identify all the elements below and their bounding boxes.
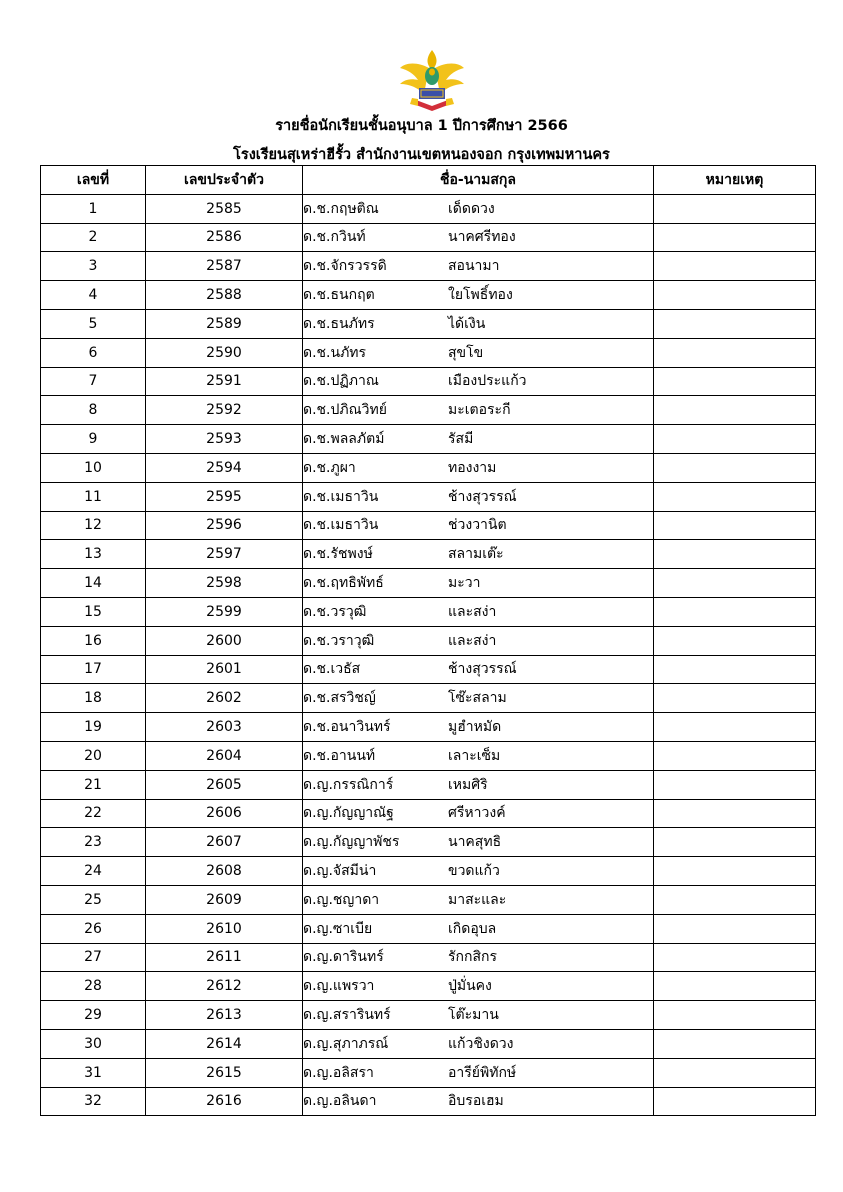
row-last-name: ช่วงวานิต bbox=[448, 517, 507, 534]
row-remarks bbox=[654, 338, 816, 367]
row-student-id: 2603 bbox=[146, 713, 303, 742]
table-row bbox=[41, 972, 816, 1001]
table-row bbox=[41, 1001, 816, 1030]
row-first-name: ด.ช.สรวิชญ์ bbox=[303, 690, 376, 707]
row-number: 2 bbox=[41, 223, 146, 252]
row-student-id: 2596 bbox=[146, 511, 303, 540]
row-remarks bbox=[654, 713, 816, 742]
row-remarks bbox=[654, 1087, 816, 1116]
row-first-name: ด.ช.กฤษติณ bbox=[303, 200, 379, 217]
row-remarks bbox=[654, 223, 816, 252]
table-row bbox=[41, 309, 816, 338]
row-remarks bbox=[654, 396, 816, 425]
table-row bbox=[41, 540, 816, 569]
row-number: 17 bbox=[41, 655, 146, 684]
row-first-name: ด.ญ.กัญญาพัชร bbox=[303, 834, 400, 851]
page-title: รายชื่อนักเรียนชั้นอนุบาล 1 ปีการศึกษา 2566 bbox=[275, 118, 568, 134]
row-number: 23 bbox=[41, 828, 146, 857]
row-remarks bbox=[654, 857, 816, 886]
row-last-name: อารีย์พิทักษ์ bbox=[448, 1064, 517, 1081]
row-remarks bbox=[654, 770, 816, 799]
row-first-name: ด.ช.วรวุฒิ bbox=[303, 603, 367, 620]
row-full-name bbox=[303, 655, 654, 684]
row-last-name: ทองงาม bbox=[448, 459, 497, 476]
row-first-name: ด.ญ.ดารินทร์ bbox=[303, 949, 384, 966]
row-first-name: ด.ช.กวินท์ bbox=[303, 229, 366, 246]
table-row bbox=[41, 857, 816, 886]
row-full-name bbox=[303, 309, 654, 338]
row-number: 24 bbox=[41, 857, 146, 886]
table-body bbox=[41, 194, 816, 1116]
row-student-id: 2616 bbox=[146, 1087, 303, 1116]
row-full-name bbox=[303, 281, 654, 310]
row-student-id: 2600 bbox=[146, 626, 303, 655]
row-remarks bbox=[654, 741, 816, 770]
row-student-id: 2586 bbox=[146, 223, 303, 252]
row-student-id: 2592 bbox=[146, 396, 303, 425]
table-row bbox=[41, 194, 816, 223]
row-first-name: ด.ช.วราวุฒิ bbox=[303, 632, 375, 649]
row-first-name: ด.ญ.อลิสรา bbox=[303, 1064, 374, 1081]
row-full-name bbox=[303, 1058, 654, 1087]
row-full-name bbox=[303, 511, 654, 540]
row-last-name: ขวดแก้ว bbox=[448, 863, 500, 880]
row-last-name: นาคศรีทอง bbox=[448, 229, 516, 246]
row-student-id: 2587 bbox=[146, 252, 303, 281]
row-first-name: ด.ช.ธนกฤต bbox=[303, 287, 375, 304]
row-student-id: 2613 bbox=[146, 1001, 303, 1030]
row-remarks bbox=[654, 799, 816, 828]
row-remarks bbox=[654, 828, 816, 857]
row-student-id: 2588 bbox=[146, 281, 303, 310]
row-last-name: โซ๊ะสลาม bbox=[448, 690, 507, 707]
table-header-row bbox=[41, 166, 816, 195]
row-number: 16 bbox=[41, 626, 146, 655]
row-number: 27 bbox=[41, 943, 146, 972]
row-full-name bbox=[303, 338, 654, 367]
row-student-id: 2590 bbox=[146, 338, 303, 367]
row-last-name: ใยโพธิ์ทอง bbox=[448, 287, 513, 304]
row-last-name: สุขโข bbox=[448, 344, 484, 361]
row-student-id: 2614 bbox=[146, 1029, 303, 1058]
row-first-name: ด.ญ.กรรณิการ์ bbox=[303, 776, 394, 793]
row-remarks bbox=[654, 569, 816, 598]
row-number: 9 bbox=[41, 425, 146, 454]
row-number: 18 bbox=[41, 684, 146, 713]
row-full-name bbox=[303, 1029, 654, 1058]
table-row bbox=[41, 713, 816, 742]
row-number: 32 bbox=[41, 1087, 146, 1116]
row-student-id: 2612 bbox=[146, 972, 303, 1001]
row-student-id: 2589 bbox=[146, 309, 303, 338]
row-last-name: มาสะและ bbox=[448, 891, 507, 908]
row-first-name: ด.ญ.อลินดา bbox=[303, 1093, 377, 1110]
row-number: 1 bbox=[41, 194, 146, 223]
row-number: 4 bbox=[41, 281, 146, 310]
row-student-id: 2598 bbox=[146, 569, 303, 598]
row-last-name: ช้างสุวรรณ์ bbox=[448, 661, 517, 678]
row-first-name: ด.ช.อนาวินทร์ bbox=[303, 719, 391, 736]
school-emblem-icon bbox=[396, 48, 468, 120]
row-remarks bbox=[654, 194, 816, 223]
row-first-name: ด.ญ.ซาเบีย bbox=[303, 920, 373, 937]
row-full-name bbox=[303, 713, 654, 742]
row-remarks bbox=[654, 511, 816, 540]
row-last-name: เมืองประแก้ว bbox=[448, 373, 527, 390]
table-row bbox=[41, 684, 816, 713]
table-row bbox=[41, 367, 816, 396]
row-last-name: มะวา bbox=[448, 575, 481, 592]
column-header-student-id: เลขประจำตัว bbox=[146, 166, 303, 195]
row-student-id: 2585 bbox=[146, 194, 303, 223]
row-number: 30 bbox=[41, 1029, 146, 1058]
page-subtitle: โรงเรียนสุเหร่าฮีรั้ว สำนักงานเขตหนองจอก กรุงเทพมหานคร bbox=[233, 147, 610, 163]
row-student-id: 2591 bbox=[146, 367, 303, 396]
row-remarks bbox=[654, 281, 816, 310]
row-first-name: ด.ช.ปภิณวิทย์ bbox=[303, 402, 387, 419]
table-row bbox=[41, 425, 816, 454]
row-student-id: 2595 bbox=[146, 482, 303, 511]
row-number: 5 bbox=[41, 309, 146, 338]
row-number: 11 bbox=[41, 482, 146, 511]
row-full-name bbox=[303, 857, 654, 886]
row-remarks bbox=[654, 914, 816, 943]
row-first-name: ด.ช.ฤทธิพัทธ์ bbox=[303, 575, 384, 592]
row-last-name: อิบรอเฮม bbox=[448, 1093, 504, 1110]
row-student-id: 2608 bbox=[146, 857, 303, 886]
row-remarks bbox=[654, 626, 816, 655]
row-student-id: 2605 bbox=[146, 770, 303, 799]
row-full-name bbox=[303, 828, 654, 857]
row-remarks bbox=[654, 684, 816, 713]
row-first-name: ด.ช.ภูผา bbox=[303, 459, 356, 476]
table-row bbox=[41, 569, 816, 598]
row-full-name bbox=[303, 684, 654, 713]
row-full-name bbox=[303, 194, 654, 223]
row-remarks bbox=[654, 252, 816, 281]
row-first-name: ด.ญ.ชญาดา bbox=[303, 891, 380, 908]
row-last-name: รักกสิกร bbox=[448, 949, 498, 966]
table-row bbox=[41, 511, 816, 540]
row-number: 15 bbox=[41, 597, 146, 626]
row-number: 12 bbox=[41, 511, 146, 540]
row-full-name bbox=[303, 770, 654, 799]
row-number: 20 bbox=[41, 741, 146, 770]
row-remarks bbox=[654, 1058, 816, 1087]
row-full-name bbox=[303, 972, 654, 1001]
row-first-name: ด.ญ.กัญญาณัฐ bbox=[303, 805, 394, 822]
row-first-name: ด.ช.เมธาวิน bbox=[303, 488, 379, 505]
table-row bbox=[41, 885, 816, 914]
row-full-name bbox=[303, 741, 654, 770]
row-number: 21 bbox=[41, 770, 146, 799]
table-row bbox=[41, 943, 816, 972]
column-header-number: เลขที่ bbox=[41, 166, 146, 195]
table-row bbox=[41, 252, 816, 281]
row-number: 8 bbox=[41, 396, 146, 425]
row-remarks bbox=[654, 885, 816, 914]
table-row bbox=[41, 741, 816, 770]
row-student-id: 2597 bbox=[146, 540, 303, 569]
column-header-remarks: หมายเหตุ bbox=[654, 166, 816, 195]
row-first-name: ด.ช.พลลภัตม์ bbox=[303, 431, 385, 448]
row-last-name: ได้เงิน bbox=[448, 315, 486, 332]
row-student-id: 2604 bbox=[146, 741, 303, 770]
column-header-full-name: ชื่อ-นามสกุล bbox=[303, 166, 654, 195]
table-row bbox=[41, 1087, 816, 1116]
row-number: 14 bbox=[41, 569, 146, 598]
row-remarks bbox=[654, 655, 816, 684]
row-first-name: ด.ญ.สรารินทร์ bbox=[303, 1007, 391, 1023]
row-full-name bbox=[303, 1001, 654, 1030]
row-full-name bbox=[303, 943, 654, 972]
row-last-name: เลาะเซ็ม bbox=[448, 747, 501, 764]
table-row bbox=[41, 482, 816, 511]
row-last-name: สลามเต๊ะ bbox=[448, 546, 504, 563]
student-roster-table bbox=[40, 165, 816, 1116]
row-full-name bbox=[303, 799, 654, 828]
row-student-id: 2610 bbox=[146, 914, 303, 943]
row-remarks bbox=[654, 453, 816, 482]
row-last-name: เด็ดดวง bbox=[448, 200, 495, 217]
row-student-id: 2599 bbox=[146, 597, 303, 626]
row-student-id: 2607 bbox=[146, 828, 303, 857]
table-row bbox=[41, 281, 816, 310]
table-row bbox=[41, 453, 816, 482]
row-last-name: และสง่า bbox=[448, 603, 497, 620]
row-full-name bbox=[303, 569, 654, 598]
row-first-name: ด.ช.เมธาวิน bbox=[303, 517, 379, 534]
row-remarks bbox=[654, 1029, 816, 1058]
row-remarks bbox=[654, 482, 816, 511]
row-last-name: และสง่า bbox=[448, 632, 497, 649]
row-last-name: มะเตอระกี bbox=[448, 402, 511, 419]
row-first-name: ด.ญ.จัสมีน่า bbox=[303, 863, 377, 880]
row-full-name bbox=[303, 885, 654, 914]
row-student-id: 2594 bbox=[146, 453, 303, 482]
row-first-name: ด.ช.อานนท์ bbox=[303, 747, 376, 764]
row-full-name bbox=[303, 482, 654, 511]
row-last-name: โต๊ะมาน bbox=[448, 1007, 499, 1023]
table-row bbox=[41, 1029, 816, 1058]
row-full-name bbox=[303, 914, 654, 943]
row-number: 3 bbox=[41, 252, 146, 281]
table-row bbox=[41, 770, 816, 799]
table-row bbox=[41, 1058, 816, 1087]
row-last-name: สอนามา bbox=[448, 258, 500, 275]
table-row bbox=[41, 655, 816, 684]
row-first-name: ด.ช.ปฏิภาณ bbox=[303, 373, 379, 390]
row-student-id: 2606 bbox=[146, 799, 303, 828]
row-last-name: ศรีหาวงค์ bbox=[448, 805, 506, 822]
row-first-name: ด.ช.ธนภัทร bbox=[303, 315, 375, 332]
table-row bbox=[41, 828, 816, 857]
table-row bbox=[41, 914, 816, 943]
row-full-name bbox=[303, 453, 654, 482]
row-student-id: 2609 bbox=[146, 885, 303, 914]
row-full-name bbox=[303, 367, 654, 396]
row-number: 22 bbox=[41, 799, 146, 828]
row-full-name bbox=[303, 1087, 654, 1116]
row-first-name: ด.ช.เวธัส bbox=[303, 661, 361, 678]
row-number: 19 bbox=[41, 713, 146, 742]
row-last-name: แก้วชิงดวง bbox=[448, 1035, 514, 1052]
row-number: 28 bbox=[41, 972, 146, 1001]
row-full-name bbox=[303, 626, 654, 655]
row-student-id: 2615 bbox=[146, 1058, 303, 1087]
row-first-name: ด.ญ.สุภาภรณ์ bbox=[303, 1035, 389, 1052]
table-row bbox=[41, 626, 816, 655]
row-number: 7 bbox=[41, 367, 146, 396]
table-row bbox=[41, 799, 816, 828]
row-student-id: 2602 bbox=[146, 684, 303, 713]
row-first-name: ด.ช.นภัทร bbox=[303, 344, 367, 361]
row-full-name bbox=[303, 540, 654, 569]
row-number: 6 bbox=[41, 338, 146, 367]
row-last-name: ช้างสุวรรณ์ bbox=[448, 488, 517, 505]
table-row bbox=[41, 223, 816, 252]
row-last-name: เกิดอุบล bbox=[448, 920, 497, 937]
row-student-id: 2593 bbox=[146, 425, 303, 454]
row-last-name: เหมศิริ bbox=[448, 776, 488, 793]
row-full-name bbox=[303, 597, 654, 626]
row-number: 29 bbox=[41, 1001, 146, 1030]
row-number: 25 bbox=[41, 885, 146, 914]
row-remarks bbox=[654, 309, 816, 338]
row-first-name: ด.ญ.แพรวา bbox=[303, 978, 375, 995]
row-remarks bbox=[654, 540, 816, 569]
row-full-name bbox=[303, 396, 654, 425]
row-remarks bbox=[654, 367, 816, 396]
row-first-name: ด.ช.จักรวรรดิ bbox=[303, 258, 387, 275]
row-number: 13 bbox=[41, 540, 146, 569]
row-last-name: มูฮำหมัด bbox=[448, 719, 502, 736]
row-number: 31 bbox=[41, 1058, 146, 1087]
row-number: 10 bbox=[41, 453, 146, 482]
table-row bbox=[41, 597, 816, 626]
row-full-name bbox=[303, 425, 654, 454]
row-remarks bbox=[654, 1001, 816, 1030]
row-last-name: รัสมี bbox=[448, 431, 474, 448]
row-last-name: ปู่มั่นคง bbox=[448, 978, 492, 995]
row-student-id: 2601 bbox=[146, 655, 303, 684]
row-remarks bbox=[654, 597, 816, 626]
table-row bbox=[41, 338, 816, 367]
table-row bbox=[41, 396, 816, 425]
row-remarks bbox=[654, 425, 816, 454]
row-full-name bbox=[303, 223, 654, 252]
row-student-id: 2611 bbox=[146, 943, 303, 972]
row-full-name bbox=[303, 252, 654, 281]
row-remarks bbox=[654, 972, 816, 1001]
row-first-name: ด.ช.รัชพงษ์ bbox=[303, 546, 373, 563]
row-last-name: นาคสุทธิ bbox=[448, 834, 502, 851]
row-number: 26 bbox=[41, 914, 146, 943]
row-remarks bbox=[654, 943, 816, 972]
